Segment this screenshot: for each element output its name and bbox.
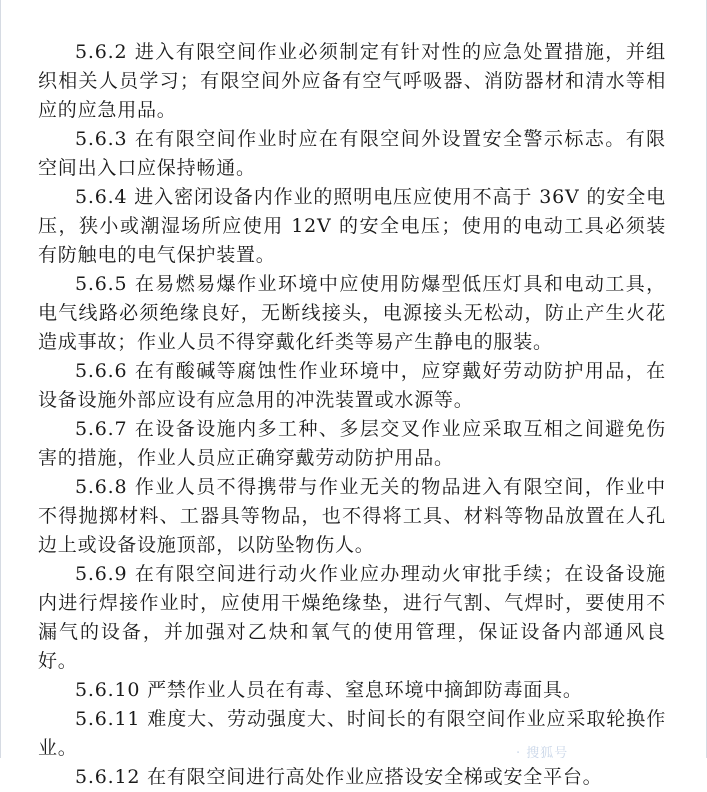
watermark-text: · 搜狐号 [516, 746, 569, 761]
paragraph-5-6-11: 5.6.11 难度大、劳动强度大、时间长的有限空间作业应采取轮换作业。 [38, 708, 666, 759]
document-body [38, 38, 666, 792]
paragraph-5-6-7: 5.6.7 在设备设施内多工种、多层交叉作业应采取互相之间避免伤害的措施，作业人员应正确穿戴劳动防护用品。 [38, 418, 666, 469]
paragraph-5-6-6: 5.6.6 在有酸碱等腐蚀性作业环境中，应穿戴好劳动防护用品，在设备设施外部应设有应急用的冲洗装置或水源等。 [38, 360, 666, 411]
paragraph-5-6-4: 5.6.4 进入密闭设备内作业的照明电压应使用不高于 36V 的安全电压，狭小或潮湿场所应使用 12V 的安全电压；使用的电动工具必须装有防触电的电气保护装置。 [38, 186, 666, 266]
paragraph-5-6-5: 5.6.5 在易燃易爆作业环境中应使用防爆型低压灯具和电动工具，电气线路必须绝缘良好，无断线接头，电源接头无松动，防止产生火花造成事故；作业人员不得穿戴化纤类等易产生静电的服装。 [38, 273, 666, 353]
paragraph-5-6-8: 5.6.8 作业人员不得携带与作业无关的物品进入有限空间，作业中不得抛掷材料、工器具等物品，也不得将工具、材料等物品放置在人孔边上或设备设施顶部，以防坠物伤人。 [38, 476, 666, 556]
paragraph-5-6-10: 5.6.10 严禁作业人员在有毒、窒息环境中摘卸防毒面具。 [75, 679, 583, 701]
paragraph-5-6-12: 5.6.12 在有限空间进行高处作业应搭设安全梯或安全平台。 [75, 766, 603, 788]
paragraph-5-6-2: 5.6.2 进入有限空间作业必须制定有针对性的应急处置措施，并组织相关人员学习；有限空间外应备有空气呼吸器、消防器材和清水等相应的应急用品。 [38, 41, 666, 121]
paragraph-5-6-3: 5.6.3 在有限空间作业时应在有限空间外设置安全警示标志。有限空间出入口应保持畅通。 [38, 128, 666, 179]
paragraph-5-6-9: 5.6.9 在有限空间进行动火作业应办理动火审批手续；在设备设施内进行焊接作业时，应使用干燥绝缘垫，进行气割、气焊时，要使用不漏气的设备，并加强对乙炔和氧气的使用管理，保证设备内部通风良好。 [38, 563, 666, 672]
